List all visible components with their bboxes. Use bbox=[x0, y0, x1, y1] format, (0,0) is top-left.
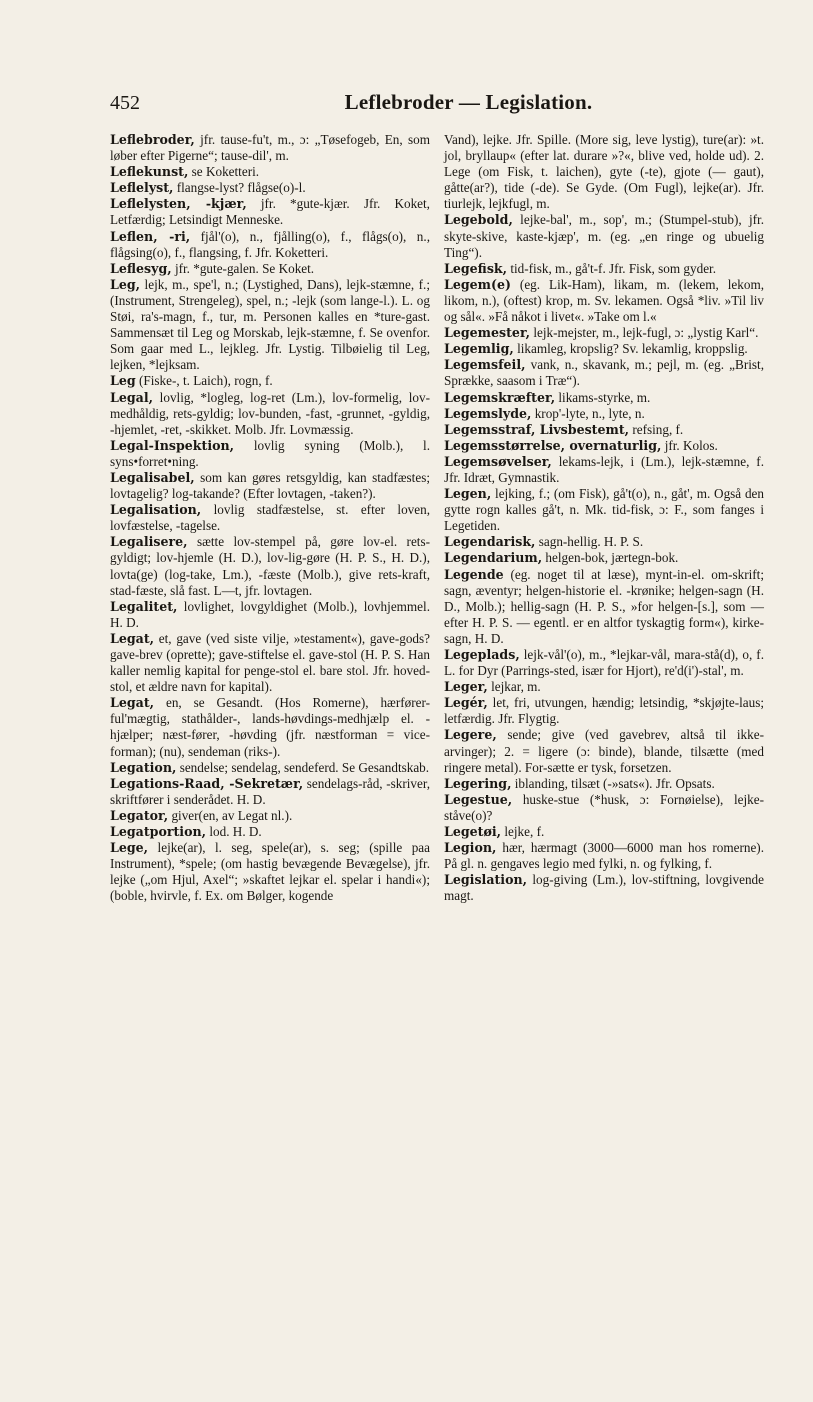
headword: Legen, bbox=[444, 486, 492, 502]
headword: Legemskræfter, bbox=[444, 389, 556, 405]
headword: Legemlig, bbox=[444, 341, 514, 357]
headword: Legeplads, bbox=[444, 647, 520, 662]
headword: Legemester, bbox=[444, 325, 531, 341]
dictionary-entry bbox=[110, 599, 430, 631]
headword: Legemsfeil, bbox=[444, 357, 526, 373]
headword: Legendarium, bbox=[444, 550, 543, 566]
headword: Legemsstraf, Livsbestemt, bbox=[444, 421, 630, 437]
definition: let, fri, utvungen, hændig; letsindig, *skjøjte-laus; letfærdig. Jfr. Flygtig. bbox=[444, 695, 764, 727]
headword: Legemsstørrelse, overnaturlig, bbox=[444, 437, 662, 453]
headword: Legestue, bbox=[444, 791, 513, 807]
dictionary-entry bbox=[444, 357, 764, 389]
left-column bbox=[110, 132, 430, 905]
definition: lovlig syning (Molb.), l. syns•forret•ning. bbox=[110, 437, 430, 469]
dictionary-entry bbox=[444, 550, 764, 566]
definition: (eg. noget til at læse), mynt-in-el. om-skrift; sagn, æventyr; helgen-historie el. -krønike; helgen-sagn (H. D., Molb.); hellig-sagn (H. P. S., »for helgen-[s.], som — efter H. P. S. — egentl. er en altfor tyskagtig form«), kirke-sagn, H. D. bbox=[444, 566, 764, 646]
page-number: 452 bbox=[110, 92, 140, 114]
definition: lovlig stadfæstelse, st. efter loven, lovfæstelse, -tagelse. bbox=[110, 502, 430, 534]
definition: (eg. Lik-Ham), likam, m. (lekem, lekom, likom, n.), (oftest) krop, m. Sv. lekamen. Også *liv. »Til liv og sål«. »Få nåkot i livet«. »Take om l.« bbox=[444, 276, 764, 325]
dictionary-entry bbox=[110, 534, 430, 598]
definition: helgen-bok, jærtegn-bok. bbox=[542, 550, 679, 566]
definition: se Koketteri. bbox=[188, 164, 260, 180]
headword: Legemslyde, bbox=[444, 405, 532, 421]
headword: Leflelyst, bbox=[110, 180, 174, 196]
headword: Lege, bbox=[110, 840, 149, 856]
headword: Legalisabel, bbox=[110, 469, 195, 485]
headword: Legator, bbox=[110, 807, 169, 823]
definition: krop'-lyte, n., lyte, n. bbox=[531, 405, 645, 421]
page-title: Leflebroder — Legislation. bbox=[344, 90, 593, 114]
definition: refsing, f. bbox=[629, 421, 684, 437]
dictionary-entry bbox=[444, 212, 764, 260]
dictionary-entry bbox=[110, 438, 430, 470]
headword: Legislation, bbox=[444, 872, 528, 888]
dictionary-entry bbox=[444, 567, 764, 647]
dictionary-entry bbox=[110, 760, 430, 776]
headword: Legations-Raad, -Sekretær, bbox=[110, 775, 304, 791]
definition: lejk-mejster, m., lejk-fugl, ɔ: „lystig Karl“. bbox=[530, 325, 759, 341]
definition: vank, n., skavank, m.; pejl, m. (eg. „Brist, Sprække, saasom i Træ“). bbox=[444, 357, 764, 389]
definition: jfr. Kolos. bbox=[661, 437, 718, 453]
headword: Legion, bbox=[444, 840, 497, 856]
headword: Legebold, bbox=[444, 212, 513, 228]
dictionary-entry bbox=[110, 390, 430, 438]
headword: Leflesyg, bbox=[110, 260, 172, 276]
headword: Legation, bbox=[110, 759, 177, 775]
dictionary-entry bbox=[444, 132, 764, 212]
headword: Legefisk, bbox=[444, 260, 508, 276]
headword: Leg, bbox=[110, 276, 141, 292]
definition: likamleg, kropslig? Sv. lekamlig, kroppslig. bbox=[513, 341, 748, 357]
definition: jfr. *gute-galen. Se Koket. bbox=[171, 260, 315, 276]
definition: lekams-lejk, i (Lm.), lejk-stæmne, f. Jfr. Idræt, Gymnastik. bbox=[444, 453, 764, 485]
definition: sætte lov-stempel på, gøre lov-el. rets-gyldigt; lov-hjemle (H. D.), lov-lig-gøre (H. P. S., H. D.), lovta(ge) (log-take, Lm.), -fæste (Molb.), give rets-kraft, stad-fæste, slå fast. L—t, jfr. lovtagen. bbox=[110, 534, 430, 598]
dictionary-entry bbox=[110, 695, 430, 759]
headword: Legatportion, bbox=[110, 824, 207, 840]
definition: et, gave (ved siste vilje, »testament«), gave-gods? gave-brev (oprette); gave-stiftelse el. gave-stol (H. P. S. Han kaller nemlig kapital for penge-stol el. bare stol. Jfr. hoved-stol, et ældre navn for kapital). bbox=[110, 630, 430, 695]
headword: Leflebroder, bbox=[110, 132, 195, 147]
headword: Legemsøvelser, bbox=[444, 453, 552, 469]
headword: Legering, bbox=[444, 775, 512, 791]
headword: Legalitet, bbox=[110, 598, 178, 614]
definition: jfr. tause-fu't, m., ɔ: „Tøsefogeb, En, som løber efter Pigerne“; tause-dil', m. bbox=[110, 132, 430, 164]
definition: likams-styrke, m. bbox=[555, 389, 651, 405]
definition: lejke, f. bbox=[501, 824, 545, 840]
dictionary-entry bbox=[110, 502, 430, 534]
headword: Legetøi, bbox=[444, 824, 502, 840]
definition: iblanding, tilsæt (-»sats«). Jfr. Opsats. bbox=[511, 775, 715, 791]
dictionary-entry bbox=[110, 776, 430, 808]
dictionary-entry bbox=[110, 196, 430, 228]
definition: som kan gøres retsgyldig, kan stadfæstes; lovtagelig? log-takande? (Efter lovtagen, -taken?). bbox=[110, 469, 430, 502]
dictionary-entry bbox=[444, 486, 764, 534]
headword: Legere, bbox=[444, 727, 497, 743]
definition: tid-fisk, m., gå't-f. Jfr. Fisk, som gyder. bbox=[507, 260, 717, 276]
dictionary-entry bbox=[444, 390, 764, 406]
dictionary-entry bbox=[110, 470, 430, 502]
definition: lejke-bal', m., sop', m.; (Stumpel-stub), jfr. skyte-skive, kaste-kjæp', m. (eg. „en ringe og ubuelig Ting“). bbox=[444, 212, 764, 260]
headword: Legal-Inspektion, bbox=[110, 437, 235, 453]
dictionary-entry bbox=[444, 695, 764, 727]
definition: lejk, m., spe'l, n.; (Lystighed, Dans), lejk-stæmne, f.; (Instrument, Strengeleg), spel, n.; -lejk (som lange-l.). L. og Støi, ra's-magn, f., tur, m. Personen kalles en *ture-gast. Sammensæt til Leg og Morskab, lejk-stæmne, f. Se ovenfor. Som gaar med L., lejkleg. Jfr. Lystig. Tilbøielig til Leg, lejken, *lejksam. bbox=[110, 276, 430, 373]
dictionary-entry bbox=[110, 631, 430, 695]
definition: lod. H. D. bbox=[206, 824, 262, 840]
dictionary-entry bbox=[444, 438, 764, 454]
dictionary-entry bbox=[110, 373, 430, 389]
definition: lejkar, m. bbox=[487, 679, 541, 695]
dictionary-entry bbox=[444, 261, 764, 277]
page-header bbox=[110, 90, 775, 124]
headword: Leger, bbox=[444, 679, 488, 695]
dictionary-entry bbox=[444, 647, 764, 679]
definition: (Fiske-, t. Laich), rogn, f. bbox=[135, 373, 273, 389]
headword: Leflekunst, bbox=[110, 164, 189, 180]
dictionary-entry bbox=[110, 840, 430, 904]
headword: Legér, bbox=[444, 695, 488, 711]
dictionary-entry bbox=[444, 341, 764, 357]
dictionary-entry bbox=[110, 164, 430, 180]
headword: Leflelysten, -kjær, bbox=[110, 196, 247, 212]
headword: Legalisation, bbox=[110, 502, 202, 518]
definition: jfr. *gute-kjær. Jfr. Koket, Letfærdig; Letsindigt Menneske. bbox=[110, 196, 430, 228]
headword: Legendarisk, bbox=[444, 534, 536, 550]
definition: log-giving (Lm.), lov-stiftning, lovgivende magt. bbox=[444, 872, 764, 904]
headword: Legat, bbox=[110, 630, 155, 646]
definition: lejke(ar), l. seg, spele(ar), s. seg; (spille paa Instrument), *spele; (om hastig bevægende Bevægelse), jfr. lejke („om Hjul, Axel“; »skaftet lejkar el. spelar i handi«); (boble, hvirvle, f. Ex. om Bølger, kogende bbox=[110, 840, 430, 904]
definition: hær, hærmagt (3000—6000 man hos romerne). På gl. n. gengaves legio med fylki, n. og fylking, f. bbox=[444, 840, 764, 872]
dictionary-entry bbox=[110, 277, 430, 374]
dictionary-entry bbox=[444, 679, 764, 695]
dictionary-entry bbox=[444, 824, 764, 840]
dictionary-entry bbox=[444, 406, 764, 422]
definition: Vand), lejke. Jfr. Spille. (More sig, leve lystig), ture(ar): »t. jol, bryllaup« (efter lat. durare »?«, blive ved, holde ud). 2. Lege (om Fisk, t. laichen), gyte (-te), gjote (— gaut), gåtte(ar?), tide (-de). Se Gyde. (Om Fugl), lejke(ar). Jfr. tiurlejk, lejkfugl, m. bbox=[444, 132, 764, 212]
dictionary-entry bbox=[110, 261, 430, 277]
headword: Legalisere, bbox=[110, 534, 188, 550]
dictionary-entry bbox=[110, 132, 430, 164]
definition: fjål'(o), n., fjålling(o), f., flågs(o), n., flågsing(o), f., flangsing, f. Jfr. Koketteri. bbox=[110, 228, 430, 260]
definition: lejk-vål'(o), m., *lejkar-vål, mara-stå(d), o, f. L. for Dyr (Parrings-sted, især for Hjort), re'd(i')-stal', m. bbox=[444, 647, 764, 679]
dictionary-entry bbox=[110, 824, 430, 840]
right-column bbox=[444, 132, 764, 905]
definition: lovlig, *logleg, log-ret (Lm.), lov-formelig, lov-medhåldig, rets-gyldig; lov-bunden, -fast, -grunnet, -gyldig, -hjemlet, -ret, -skikket. Molb. Jfr. Lovmæssig. bbox=[110, 389, 430, 437]
headword: Leflen, -ri, bbox=[110, 228, 191, 244]
dictionary-entry bbox=[110, 808, 430, 824]
definition: huske-stue (*husk, ɔ: Fornøielse), lejke-ståve(o)? bbox=[444, 791, 764, 823]
dictionary-entry bbox=[444, 325, 764, 341]
dictionary-entry bbox=[444, 872, 764, 904]
headword: Legende bbox=[444, 566, 504, 582]
dictionary-entry bbox=[444, 534, 764, 550]
headword: Leg bbox=[110, 373, 136, 389]
dictionary-entry bbox=[110, 180, 430, 196]
definition: sagn-hellig. H. P. S. bbox=[535, 534, 644, 550]
definition: sendelse; sendelag, sendeferd. Se Gesandtskab. bbox=[176, 759, 430, 775]
headword: Legat, bbox=[110, 695, 155, 711]
headword: Legal, bbox=[110, 389, 154, 405]
dictionary-entry bbox=[444, 727, 764, 775]
dictionary-entry bbox=[444, 840, 764, 872]
definition: en, se Gesandt. (Hos Romerne), hærfører-ful'mægtig, stathålder-, lands-høvdings-medhjælp el. -hjælper; næst-fører, -høvding (jfr. næstforman = vice-forman); (nu), sendeman (riks-). bbox=[110, 695, 430, 759]
definition: sendelags-råd, -skriver, skriftfører i senderådet. H. D. bbox=[110, 775, 430, 807]
headword: Legem(e) bbox=[444, 276, 511, 292]
dictionary-entry bbox=[444, 792, 764, 824]
dictionary-entry bbox=[444, 277, 764, 325]
columns bbox=[110, 132, 775, 905]
definition: giver(en, av Legat nl.). bbox=[168, 807, 293, 823]
dictionary-entry bbox=[110, 229, 430, 261]
dictionary-entry bbox=[444, 776, 764, 792]
definition: lovlighet, lovgyldighet (Molb.), lovhjemmel. H. D. bbox=[110, 598, 430, 630]
dictionary-entry bbox=[444, 454, 764, 486]
definition: sende; give (ved gavebrev, altså til ikke-arvinger); 2. = ligere (ɔ: binde), blande, tilsætte (med ringere metal). For-sætte er tysk, forsetzen. bbox=[444, 727, 764, 775]
definition: flangse-lyst? flågse(o)-l. bbox=[173, 180, 306, 196]
definition: lejking, f.; (om Fisk), gå't(o), n., gåt', m. Også den gytte rogn kalles gå't, n. Mk. tid-fisk, ɔ: F., som fanges i Legetiden. bbox=[444, 486, 764, 534]
dictionary-entry bbox=[444, 422, 764, 438]
